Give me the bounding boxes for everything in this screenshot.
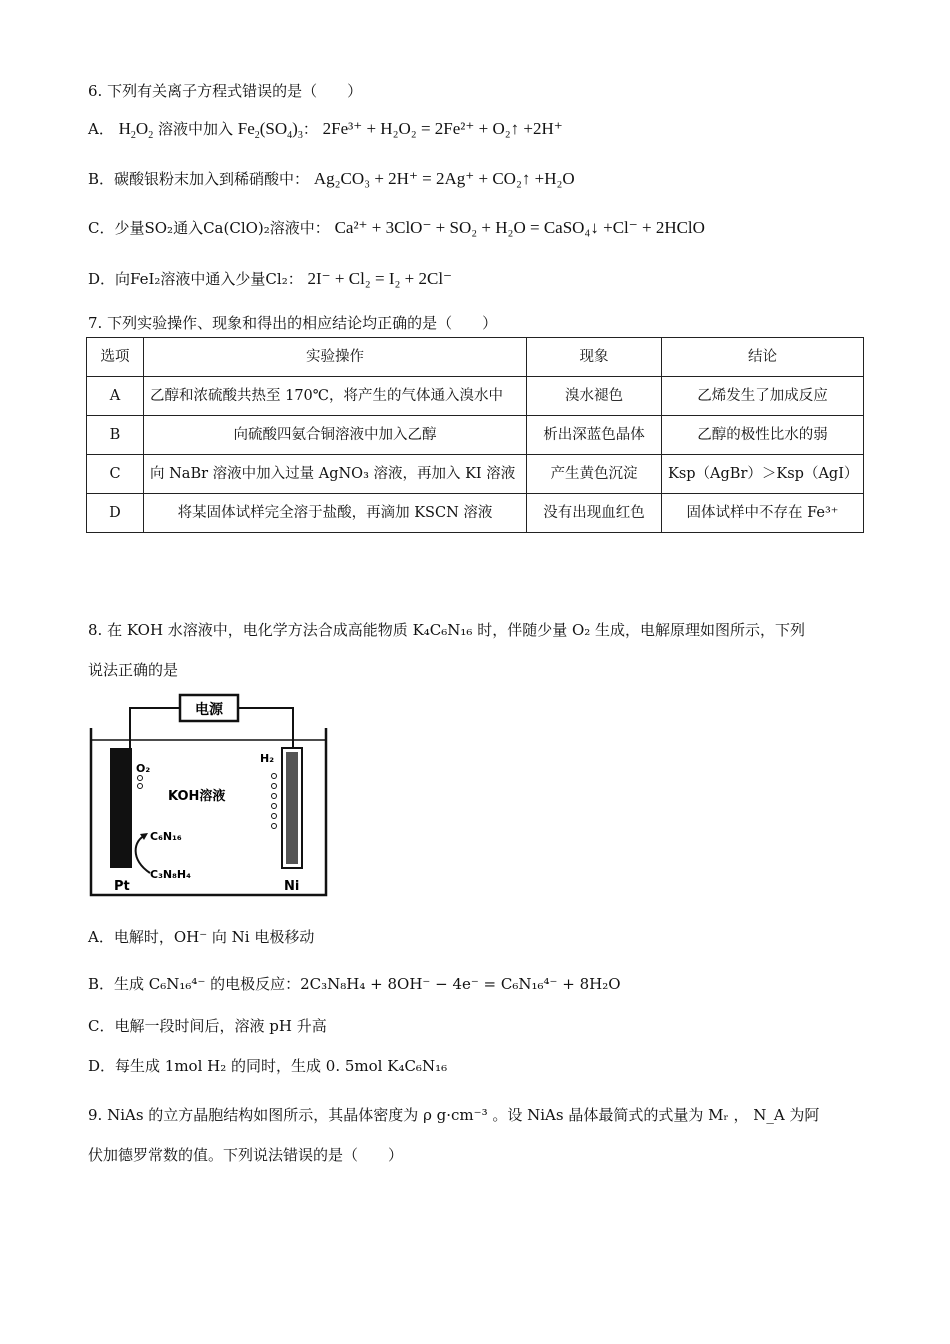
row-option: B — [87, 416, 144, 455]
row-phenomenon: 溴水褪色 — [527, 377, 662, 416]
bubble — [272, 804, 277, 809]
reaction-arrow — [136, 835, 150, 873]
q6-b-label: B． — [88, 170, 115, 188]
q6-a-tail: ： — [302, 120, 318, 138]
q6-d-text: 向FeI₂溶液中通入少量Cl₂： — [115, 270, 303, 288]
q6-d-equation: 2I⁻ + Cl₂ = I₂ + 2Cl⁻ — [307, 269, 453, 288]
q6-option-d — [88, 268, 452, 289]
q9-stem-line2: 伏加德罗常数的值。下列说法错误的是（ ） — [88, 1146, 404, 1164]
row-phenomenon: 析出深蓝色晶体 — [527, 416, 662, 455]
row-operation: 向硫酸四氨合铜溶液中加入乙醇 — [144, 416, 527, 455]
bubble — [138, 784, 143, 789]
electrolysis-diagram — [88, 690, 330, 900]
bubble — [272, 824, 277, 829]
q7-table — [86, 337, 864, 533]
q6-a-label: A． — [88, 120, 114, 138]
q6-b-text: 碳酸银粉末加入到稀硝酸中： — [114, 170, 310, 188]
row-conclusion: Ksp（AgBr）＞Ksp（AgI） — [662, 455, 864, 494]
row-option: C — [87, 455, 144, 494]
q6-d-label: D． — [88, 270, 116, 288]
q6-a-text: 溶液中加入 — [157, 120, 233, 138]
q8-option-d: D．每生成 1mol H₂ 的同时，生成 0. 5mol K₄C₆N₁₆ — [88, 1057, 448, 1075]
row-operation: 向 NaBr 溶液中加入过量 AgNO₃ 溶液，再加入 KI 溶液 — [144, 455, 527, 494]
q8-stem-line2: 说法正确的是 — [88, 661, 179, 679]
row-operation: 将某固体试样完全溶于盐酸，再滴加 KSCN 溶液 — [144, 494, 527, 533]
bubble — [272, 774, 277, 779]
row-option: A — [87, 377, 144, 416]
table-row — [87, 455, 864, 494]
bubble — [138, 776, 143, 781]
bubble — [272, 794, 277, 799]
q6-a-equation: 2Fe³⁺ + H₂O₂ = 2Fe²⁺ + O₂↑ +2H⁺ — [322, 119, 563, 138]
ni-label: Ni — [284, 879, 300, 894]
q6-option-a: A． $H_2O_2$ 溶液中加入 $Fe_2(SO_4)_3$： 2Fe³⁺ + H₂O₂ = 2Fe²⁺ + O₂↑ +2H⁺ — [88, 119, 563, 141]
row-phenomenon: 没有出现血红色 — [527, 494, 662, 533]
table-row — [87, 416, 864, 455]
q8-option-a: A．电解时，OH⁻ 向 Ni 电极移动 — [88, 928, 315, 946]
pt-electrode — [110, 748, 132, 868]
bubble — [272, 814, 277, 819]
row-conclusion: 乙醇的极性比水的弱 — [662, 416, 864, 455]
q6-c-label: C． — [88, 219, 115, 237]
table-row — [87, 494, 864, 533]
wire-right — [238, 708, 293, 748]
q6-b-equation: Ag₂CO₃ + 2H⁺ = 2Ag⁺ + CO₂↑ +H₂O — [313, 169, 575, 188]
header-conclusion: 结论 — [662, 338, 864, 377]
power-label: 电源 — [195, 702, 223, 718]
bubble — [272, 784, 277, 789]
row-conclusion: 固体试样中不存在 Fe³⁺ — [662, 494, 864, 533]
q8-stem-line1: 8. 在 KOH 水溶液中，电化学方法合成高能物质 K₄C₆N₁₆ 时，伴随少量 O₂ 生成，电解原理如图所示，下列 — [88, 621, 806, 639]
q6-option-b — [88, 168, 575, 189]
o2-label: O₂ — [136, 762, 151, 775]
header-phenomenon: 现象 — [527, 338, 662, 377]
c3n8h4-label: C₃N₈H₄ — [150, 868, 191, 881]
c6n16-label: C₆N₁₆ — [150, 830, 182, 843]
wire-left — [130, 708, 180, 748]
q8-option-b: B．生成 C₆N₁₆⁴⁻ 的电极反应：2C₃N₈H₄ + 8OH⁻ − 4e⁻ = C₆N₁₆⁴⁻ + 8H₂O — [88, 975, 621, 993]
h2-label: H₂ — [260, 752, 275, 765]
q9-stem-line1: 9. NiAs 的立方晶胞结构如图所示，其晶体密度为 ρ g·cm⁻³ 。设 NiAs 晶体最简式的式量为 Mᵣ ， N_A 为阿 — [88, 1106, 820, 1124]
q6-c-equation: Ca²⁺ + 3ClO⁻ + SO₂ + H₂O = CaSO₄↓ +Cl⁻ + 2HClO — [334, 218, 705, 237]
q6-stem: 6. 下列有关离子方程式错误的是（ ） — [88, 82, 363, 100]
q7-stem: 7. 下列实验操作、现象和得出的相应结论均正确的是（ ） — [88, 314, 498, 332]
solution-label: KOH溶液 — [168, 789, 226, 804]
ni-electrode-fill — [286, 752, 298, 864]
header-operation: 实验操作 — [144, 338, 527, 377]
table-header-row — [87, 338, 864, 377]
row-option: D — [87, 494, 144, 533]
row-conclusion: 乙烯发生了加成反应 — [662, 377, 864, 416]
header-option: 选项 — [87, 338, 144, 377]
q6-option-c — [88, 217, 705, 238]
row-phenomenon: 产生黄色沉淀 — [527, 455, 662, 494]
table-row — [87, 377, 864, 416]
row-operation: 乙醇和浓硫酸共热至 170℃，将产生的气体通入溴水中 — [144, 377, 527, 416]
q6-c-text: 少量SO₂通入Ca(ClO)₂溶液中： — [114, 219, 330, 237]
q8-option-c: C．电解一段时间后，溶液 pH 升高 — [88, 1017, 327, 1035]
pt-label: Pt — [114, 879, 130, 894]
